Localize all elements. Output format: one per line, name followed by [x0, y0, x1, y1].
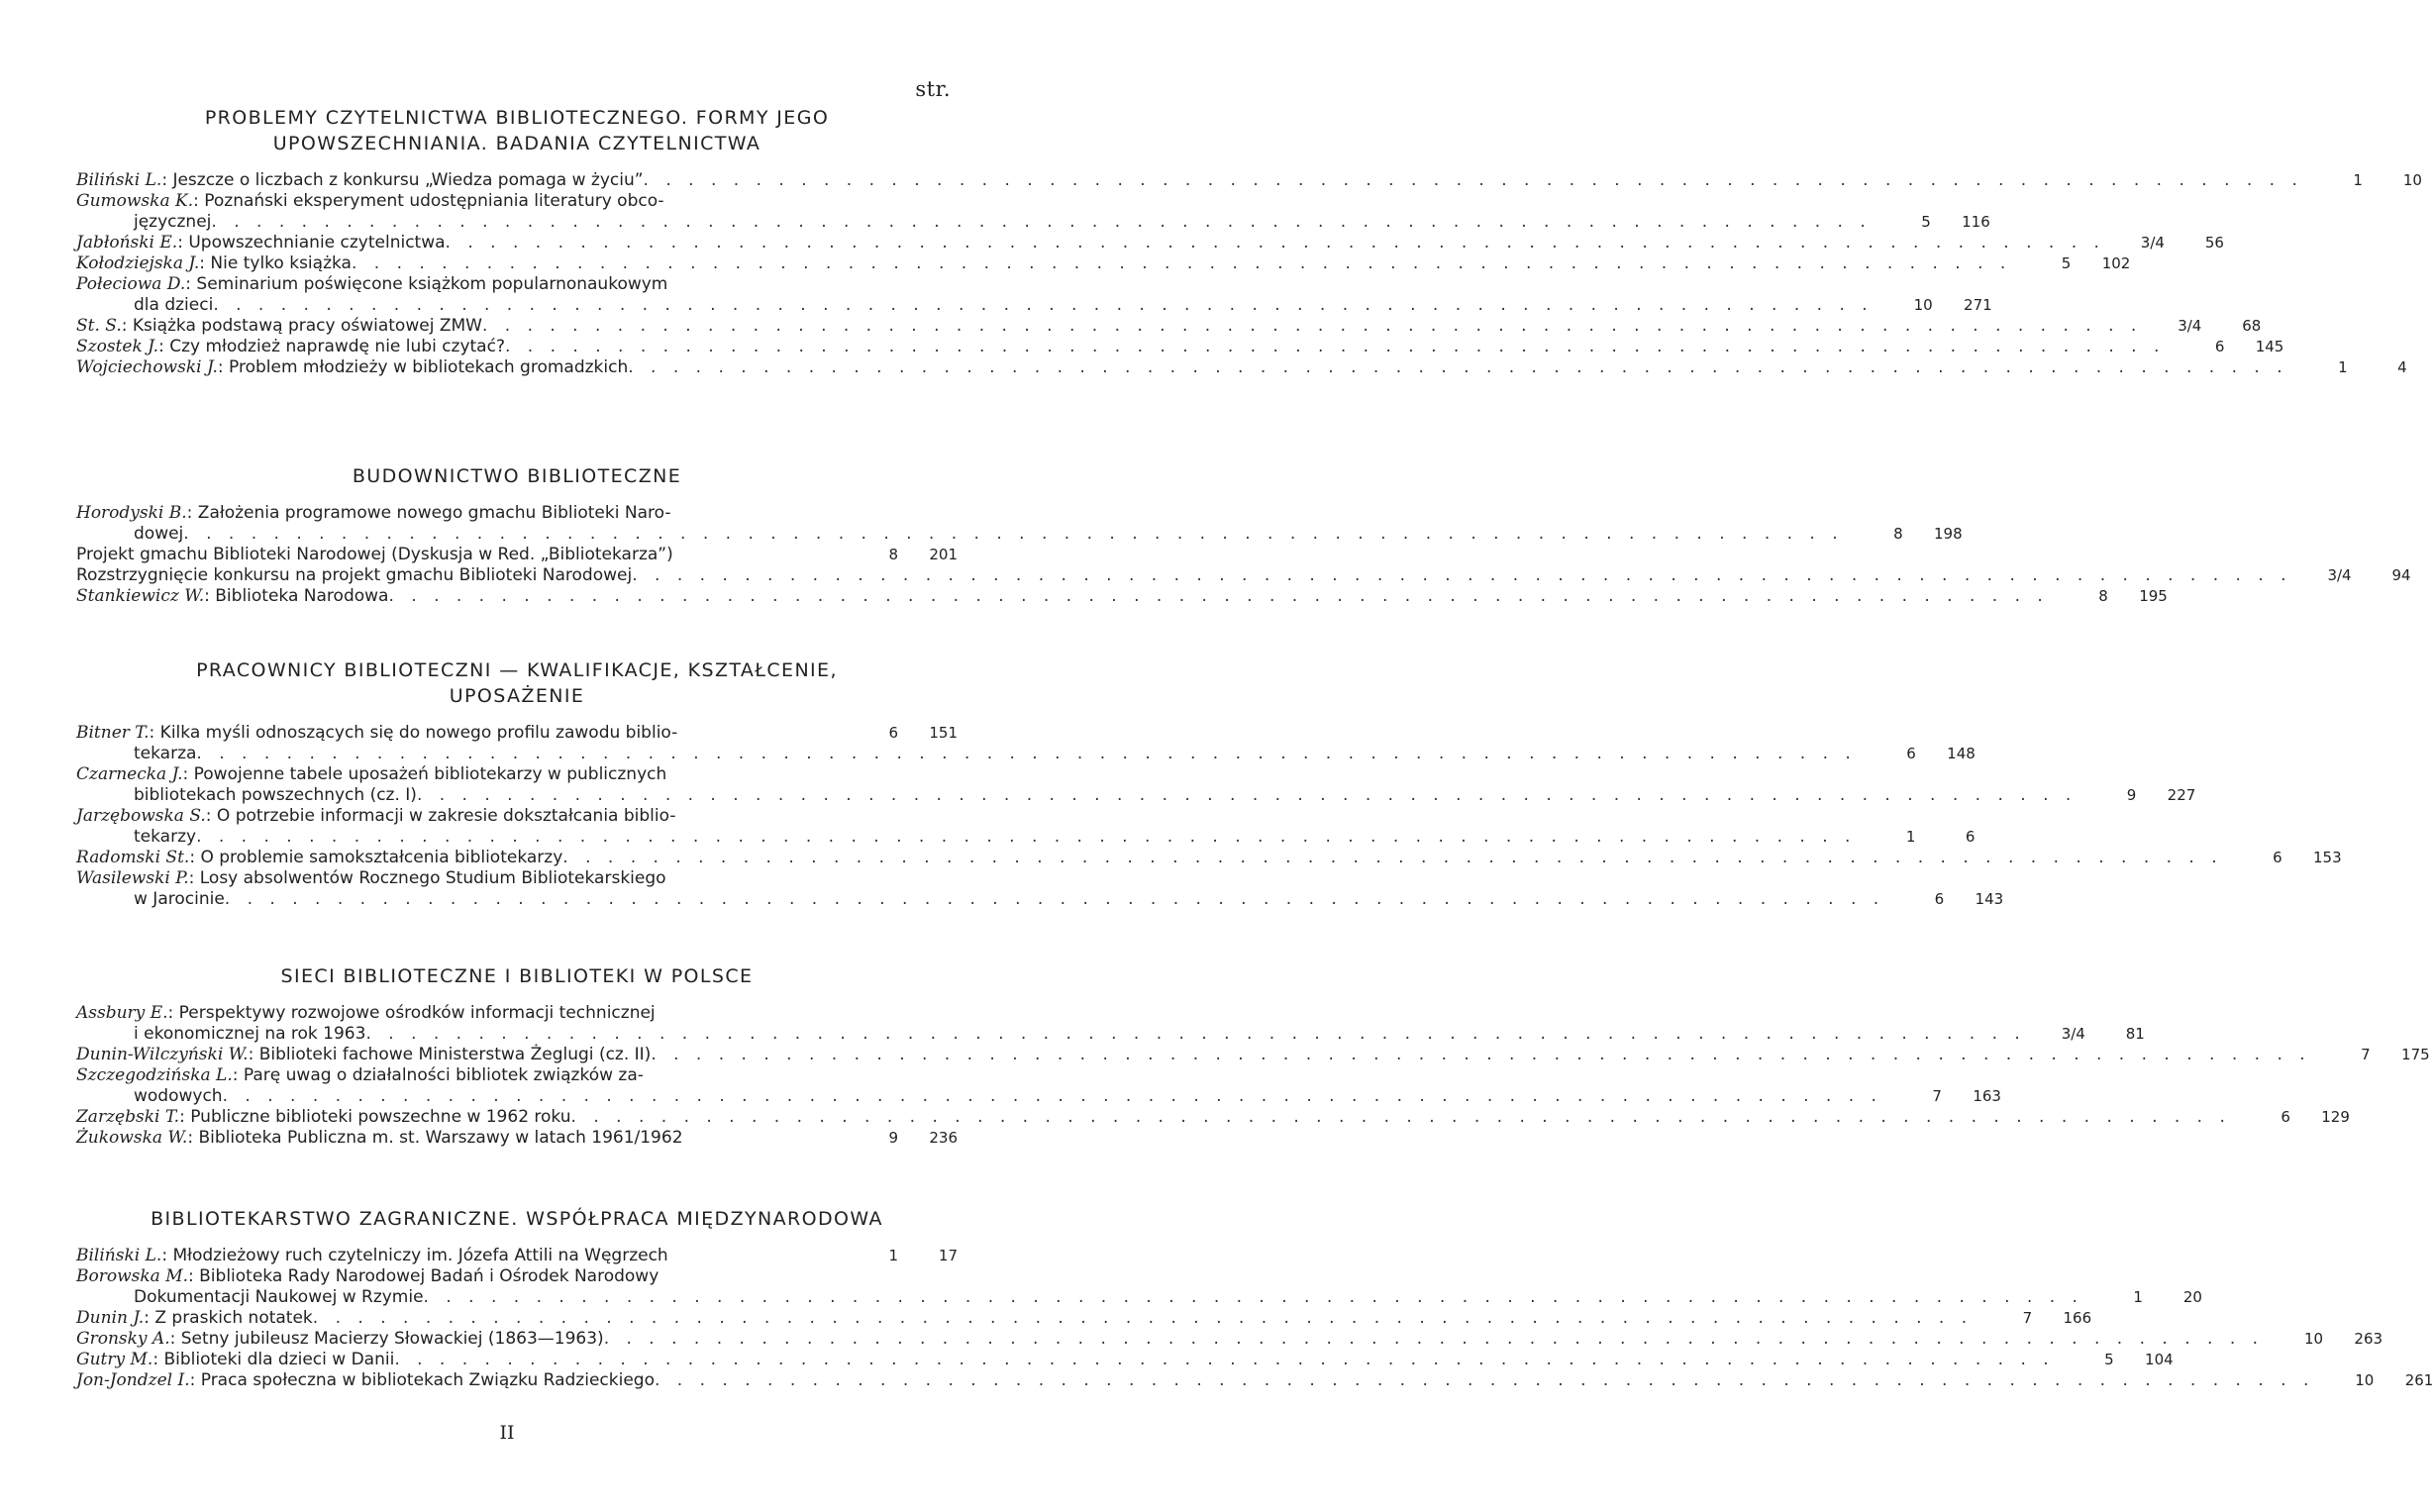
entry-line — [76, 1350, 2174, 1370]
page-ref: 236 — [929, 1129, 958, 1147]
section-title-line: PROBLEMY CZYTELNICTWA BIBLIOTECZNEGO. FORMY JEGO — [204, 107, 830, 129]
entry-title: : Biblioteka Narodowa — [204, 586, 389, 606]
entry-title: tekarza — [134, 744, 197, 763]
issue-number: 9 — [888, 1129, 898, 1147]
entry — [76, 848, 2342, 868]
issue-number: 5 — [2061, 254, 2072, 272]
entry-author: Gutry M. — [76, 1350, 153, 1369]
entry-title: w Jarocinie — [134, 889, 225, 909]
entry — [76, 764, 2196, 806]
entry-title: : Książka podstawą pracy oświatowej ZMW — [121, 316, 482, 336]
entry-line — [76, 889, 2004, 910]
entry-title: i ekonomicznej na rok 1963 — [134, 1024, 366, 1044]
section-title — [76, 963, 958, 989]
entry-line — [76, 170, 2422, 191]
page-ref: 17 — [938, 1247, 958, 1264]
entry-list — [76, 1003, 2430, 1149]
issue-number: 5 — [1921, 213, 1931, 231]
page-ref: 271 — [1964, 296, 1992, 314]
page-ref: 6 — [1965, 828, 1976, 846]
entry-line — [76, 764, 958, 785]
section-title-line: PRACOWNICY BIBLIOTECZNI — KWALIFIKACJE, KSZTAŁCENIE, — [196, 659, 838, 681]
entry — [76, 868, 2004, 910]
entry — [76, 233, 2224, 253]
entry-line — [76, 212, 1990, 233]
entry-line — [76, 1128, 958, 1149]
page-ref: 201 — [929, 546, 958, 563]
entry-author: Borowska M. — [76, 1266, 189, 1286]
entry — [76, 337, 2284, 357]
leader-dots — [482, 316, 2142, 337]
leader-dots — [644, 170, 2303, 191]
page-column-label: str. — [915, 77, 951, 101]
entry-line — [76, 827, 1976, 848]
entry-title: dowej — [134, 524, 184, 544]
entry-line — [76, 723, 958, 744]
entry-line — [76, 1107, 2350, 1128]
entry-author: Czarnecka J. — [76, 764, 183, 784]
entry-list — [76, 723, 2342, 910]
section-title — [76, 463, 958, 489]
entry-author: Zarzębski T. — [76, 1107, 180, 1127]
leader-dots — [424, 1287, 2083, 1308]
entry-title: : Założenia programowe nowego gmachu Biblioteki Naro- — [186, 503, 671, 523]
issue-number: 7 — [2361, 1046, 2371, 1063]
entry — [76, 1266, 2202, 1308]
entry-author: Dunin J. — [76, 1308, 145, 1328]
entry-list — [76, 170, 2422, 378]
entry-line — [76, 274, 958, 295]
page-ref: 163 — [1973, 1087, 2001, 1105]
entry-title: : O potrzebie informacji w zakresie dokształcania biblio- — [205, 806, 676, 826]
entry-author: Stankiewicz W. — [76, 586, 205, 606]
entry-author: Połeciowa D. — [76, 274, 186, 294]
section-title-line: BIBLIOTEKARSTWO ZAGRANICZNE. WSPÓŁPRACA MIĘDZYNARODOWA — [151, 1208, 883, 1230]
section — [76, 1206, 2433, 1391]
entry-line — [76, 233, 2224, 253]
entry-title: : Publiczne biblioteki powszechne w 1962 roku — [179, 1107, 571, 1127]
entry — [76, 274, 1992, 316]
entry-author: Radomski St. — [76, 848, 190, 867]
entry-author: Gumowska K. — [76, 191, 194, 211]
entry — [76, 565, 2411, 586]
entry-list — [76, 1246, 2433, 1391]
entry-line — [76, 1329, 2383, 1350]
section — [76, 463, 2411, 607]
entry-author: Jabłoński E. — [76, 233, 178, 252]
page-ref: 175 — [2401, 1046, 2430, 1063]
entry-line — [76, 868, 958, 889]
issue-number: 6 — [2281, 1108, 2290, 1126]
entry-title: tekarzy — [134, 827, 197, 847]
entry-line — [76, 848, 2342, 868]
issue-number: 9 — [2126, 786, 2137, 804]
leader-dots — [571, 1107, 2231, 1128]
leader-dots — [446, 233, 2105, 253]
issue-number: 10 — [1913, 296, 1933, 314]
entry-line — [76, 806, 958, 827]
entry-title: : Kilka myśli odnoszących się do nowego profilu zawodu biblio- — [149, 723, 678, 743]
page-ref: 166 — [2063, 1309, 2092, 1327]
entry-line — [76, 316, 2262, 337]
entry — [76, 170, 2422, 191]
entry — [76, 1246, 958, 1266]
issue-number: 7 — [2022, 1309, 2033, 1327]
leader-dots — [417, 785, 2077, 806]
entry-author: St. S. — [76, 316, 122, 336]
entry-line — [76, 565, 2411, 586]
entry-title: : Czy młodzież naprawdę nie lubi czytać? — [158, 337, 505, 356]
entry-title: : Biblioteka Publiczna m. st. Warszawy w latach 1961/1962 — [187, 1128, 683, 1148]
issue-number: 3/4 — [2140, 234, 2165, 252]
page-ref: 129 — [2321, 1108, 2350, 1126]
entry-title: dla dzieci — [134, 295, 214, 315]
entry-title: bibliotekach powszechnych (cz. I) — [134, 785, 417, 805]
entry — [76, 1128, 958, 1149]
page-ref: 102 — [2101, 254, 2131, 272]
entry-author: Szczegodzińska L. — [76, 1065, 233, 1085]
entry-title: : Biblioteki fachowe Ministerstwa Żeglugi (cz. II) — [248, 1045, 652, 1064]
section-title — [76, 1206, 958, 1232]
leader-dots — [196, 827, 1856, 848]
section-title — [76, 105, 958, 156]
issue-number: 1 — [2338, 358, 2348, 376]
entry-title: języcznej — [134, 212, 212, 232]
page-ref: 20 — [2182, 1288, 2202, 1306]
entry-line — [76, 253, 2131, 274]
entry-line — [76, 1086, 2001, 1107]
entry-title: wodowych — [134, 1086, 223, 1106]
entry-title: : Problem młodzieży w bibliotekach gromadzkich — [217, 357, 629, 377]
issue-number: 10 — [2355, 1371, 2375, 1389]
issue-number: 6 — [2273, 849, 2282, 866]
leader-dots — [196, 744, 1856, 764]
entry — [76, 1308, 2092, 1329]
entry — [76, 1003, 2145, 1045]
entry-author: Kołodziejska J. — [76, 253, 200, 273]
issue-number: 8 — [2098, 587, 2108, 605]
page-ref: 148 — [1947, 745, 1976, 762]
entry-author: Wojciechowski J. — [76, 357, 218, 377]
entry-title: : Powojenne tabele uposażeń bibliotekarzy w publicznych — [182, 764, 667, 784]
entry-author: Bitner T. — [76, 723, 150, 743]
leader-dots — [223, 1086, 1882, 1107]
entry-title: : Seminarium poświęcone książkom popularnonaukowym — [185, 274, 668, 294]
leader-dots — [562, 848, 2222, 868]
entry-title: : Biblioteka Rady Narodowej Badań i Ośrodek Narodowy — [188, 1266, 659, 1286]
issue-number: 6 — [1934, 890, 1945, 908]
entry-line — [76, 1308, 2092, 1329]
entry-title: : O problemie samokształcenia bibliotekarzy — [189, 848, 563, 867]
page-ref: 261 — [2404, 1371, 2433, 1389]
page-ref: 151 — [929, 724, 958, 742]
page-ref: 227 — [2167, 786, 2196, 804]
leader-dots — [655, 1370, 2314, 1391]
section-title-line: SIECI BIBLIOTECZNE I BIBLIOTEKI W POLSCE — [280, 965, 754, 987]
issue-number: 1 — [2353, 171, 2363, 189]
section — [76, 657, 2342, 910]
section — [76, 105, 2422, 378]
entry — [76, 503, 1963, 545]
entry — [76, 1370, 2433, 1391]
entry-title: : Parę uwag o działalności bibliotek związków za- — [232, 1065, 644, 1085]
leader-dots — [211, 212, 1871, 233]
entry-line — [76, 191, 958, 212]
leader-dots — [313, 1308, 1973, 1329]
entry-author: Biliński L. — [76, 170, 162, 190]
entry-title: : Perspektywy rozwojowe ośrodków informacji technicznej — [167, 1003, 656, 1023]
page-ref: 143 — [1975, 890, 2004, 908]
entry-author: Jon-Jondzel I. — [76, 1370, 190, 1390]
entry-line — [76, 524, 1963, 545]
entry-line — [76, 545, 958, 565]
page-ref: 10 — [2402, 171, 2422, 189]
entry-title: : Z praskich notatek — [144, 1308, 313, 1328]
issue-number: 8 — [888, 546, 898, 563]
leader-dots — [394, 1350, 2054, 1370]
entry-line — [76, 1370, 2433, 1391]
page-ref: 116 — [1962, 213, 1990, 231]
entry-title: Projekt gmachu Biblioteki Narodowej (Dyskusja w Red. „Bibliotekarza”) — [76, 545, 673, 564]
entry-title: : Biblioteki dla dzieci w Danii — [152, 1350, 395, 1369]
page-ref: 153 — [2313, 849, 2342, 866]
entry-line — [76, 357, 2407, 378]
entry-line — [76, 1266, 958, 1287]
entry-line — [76, 1045, 2430, 1065]
entry-title: : Młodzieżowy ruch czytelniczy im. Józefa Attili na Węgrzech — [161, 1246, 668, 1265]
leader-dots — [225, 889, 1884, 910]
entry-author: Gronsky A. — [76, 1329, 170, 1349]
entry-line — [76, 744, 1976, 764]
entry — [76, 806, 1976, 848]
entry — [76, 253, 2131, 274]
page-number: II — [499, 1422, 515, 1444]
page-ref: 104 — [2145, 1351, 2174, 1368]
entry-author: Jarzębowska S. — [76, 806, 206, 826]
leader-dots — [505, 337, 2165, 357]
entry-line — [76, 1003, 958, 1024]
entry — [76, 316, 2262, 337]
issue-number: 1 — [1905, 828, 1916, 846]
entry-author: Biliński L. — [76, 1246, 162, 1265]
entry-line — [76, 1246, 958, 1266]
entry — [76, 1045, 2430, 1065]
entry-title: Rozstrzygnięcie konkursu na projekt gmachu Biblioteki Narodowej — [76, 565, 633, 585]
issue-number: 1 — [888, 1247, 898, 1264]
page-ref: 68 — [2242, 317, 2262, 335]
entry — [76, 1107, 2350, 1128]
entry-line — [76, 1065, 958, 1086]
issue-number: 5 — [2104, 1351, 2114, 1368]
entry-title: : Jeszcze o liczbach z konkursu „Wiedza pomaga w życiu” — [161, 170, 644, 190]
entry-list — [76, 503, 2411, 607]
entry-title: : Upowszechnianie czytelnictwa — [177, 233, 446, 252]
leader-dots — [628, 357, 2287, 378]
entry — [76, 1350, 2174, 1370]
entry — [76, 191, 1990, 233]
page-ref: 4 — [2397, 358, 2407, 376]
leader-dots — [352, 253, 2011, 274]
entry — [76, 723, 1976, 764]
leader-dots — [651, 1045, 2310, 1065]
entry-line — [76, 295, 1992, 316]
issue-number: 6 — [888, 724, 898, 742]
page-ref: 263 — [2354, 1330, 2383, 1348]
leader-dots — [604, 1329, 2264, 1350]
entry — [76, 586, 2168, 607]
issue-number: 1 — [2133, 1288, 2143, 1306]
leader-dots — [213, 295, 1873, 316]
leader-dots — [183, 524, 1843, 545]
entry-title: : Losy absolwentów Rocznego Studium Bibliotekarskiego — [188, 868, 666, 888]
section — [76, 963, 2430, 1149]
page-ref: 195 — [2139, 587, 2168, 605]
leader-dots — [632, 565, 2291, 586]
entry-title: : Poznański eksperyment udostępniania literatury obco- — [193, 191, 664, 211]
section-title-line: UPOSAŻENIE — [449, 685, 585, 707]
entry-author: Szostek J. — [76, 337, 159, 356]
issue-number: 8 — [1893, 525, 1903, 543]
entry-line — [76, 503, 958, 524]
issue-number: 10 — [2303, 1330, 2324, 1348]
entry-line — [76, 337, 2284, 357]
entry — [76, 1065, 2001, 1107]
page-ref: 81 — [2125, 1025, 2145, 1043]
page-ref: 56 — [2204, 234, 2224, 252]
page-ref: 145 — [2255, 338, 2284, 355]
entry-author: Horodyski B. — [76, 503, 187, 523]
issue-number: 6 — [2214, 338, 2225, 355]
entry-author: Wasilewski P. — [76, 868, 189, 888]
entry-title: : Praca społeczna w bibliotekach Związku Radzieckiego — [189, 1370, 655, 1390]
issue-number: 7 — [1932, 1087, 1942, 1105]
issue-number: 3/4 — [2061, 1025, 2085, 1043]
entry — [76, 1329, 2383, 1350]
entry-author: Żukowska W. — [76, 1128, 188, 1148]
leader-dots — [365, 1024, 2025, 1045]
entry-title: : Setny jubileusz Macierzy Słowackiej (1863—1963) — [169, 1329, 604, 1349]
entry-line — [76, 1287, 2202, 1308]
entry-line — [76, 785, 2196, 806]
entry-line — [76, 586, 2168, 607]
issue-number: 6 — [1906, 745, 1916, 762]
entry-author: Assbury E. — [76, 1003, 168, 1023]
entry-author: Dunin-Wilczyński W. — [76, 1045, 249, 1064]
entry-title: : Nie tylko książka — [199, 253, 352, 273]
entry-title: Dokumentacji Naukowej w Rzymie — [134, 1287, 424, 1307]
entry — [76, 357, 2407, 378]
issue-number: 3/4 — [2178, 317, 2202, 335]
entry-line — [76, 1024, 2145, 1045]
page-ref: 198 — [1934, 525, 1963, 543]
entry — [76, 545, 958, 565]
section-title-line: UPOWSZECHNIANIA. BADANIA CZYTELNICTWA — [272, 133, 761, 154]
issue-number: 3/4 — [2327, 566, 2352, 584]
section-title-line: BUDOWNICTWO BIBLIOTECZNE — [352, 465, 682, 487]
leader-dots — [388, 586, 2048, 607]
section-title — [76, 657, 958, 709]
page-ref: 94 — [2391, 566, 2411, 584]
